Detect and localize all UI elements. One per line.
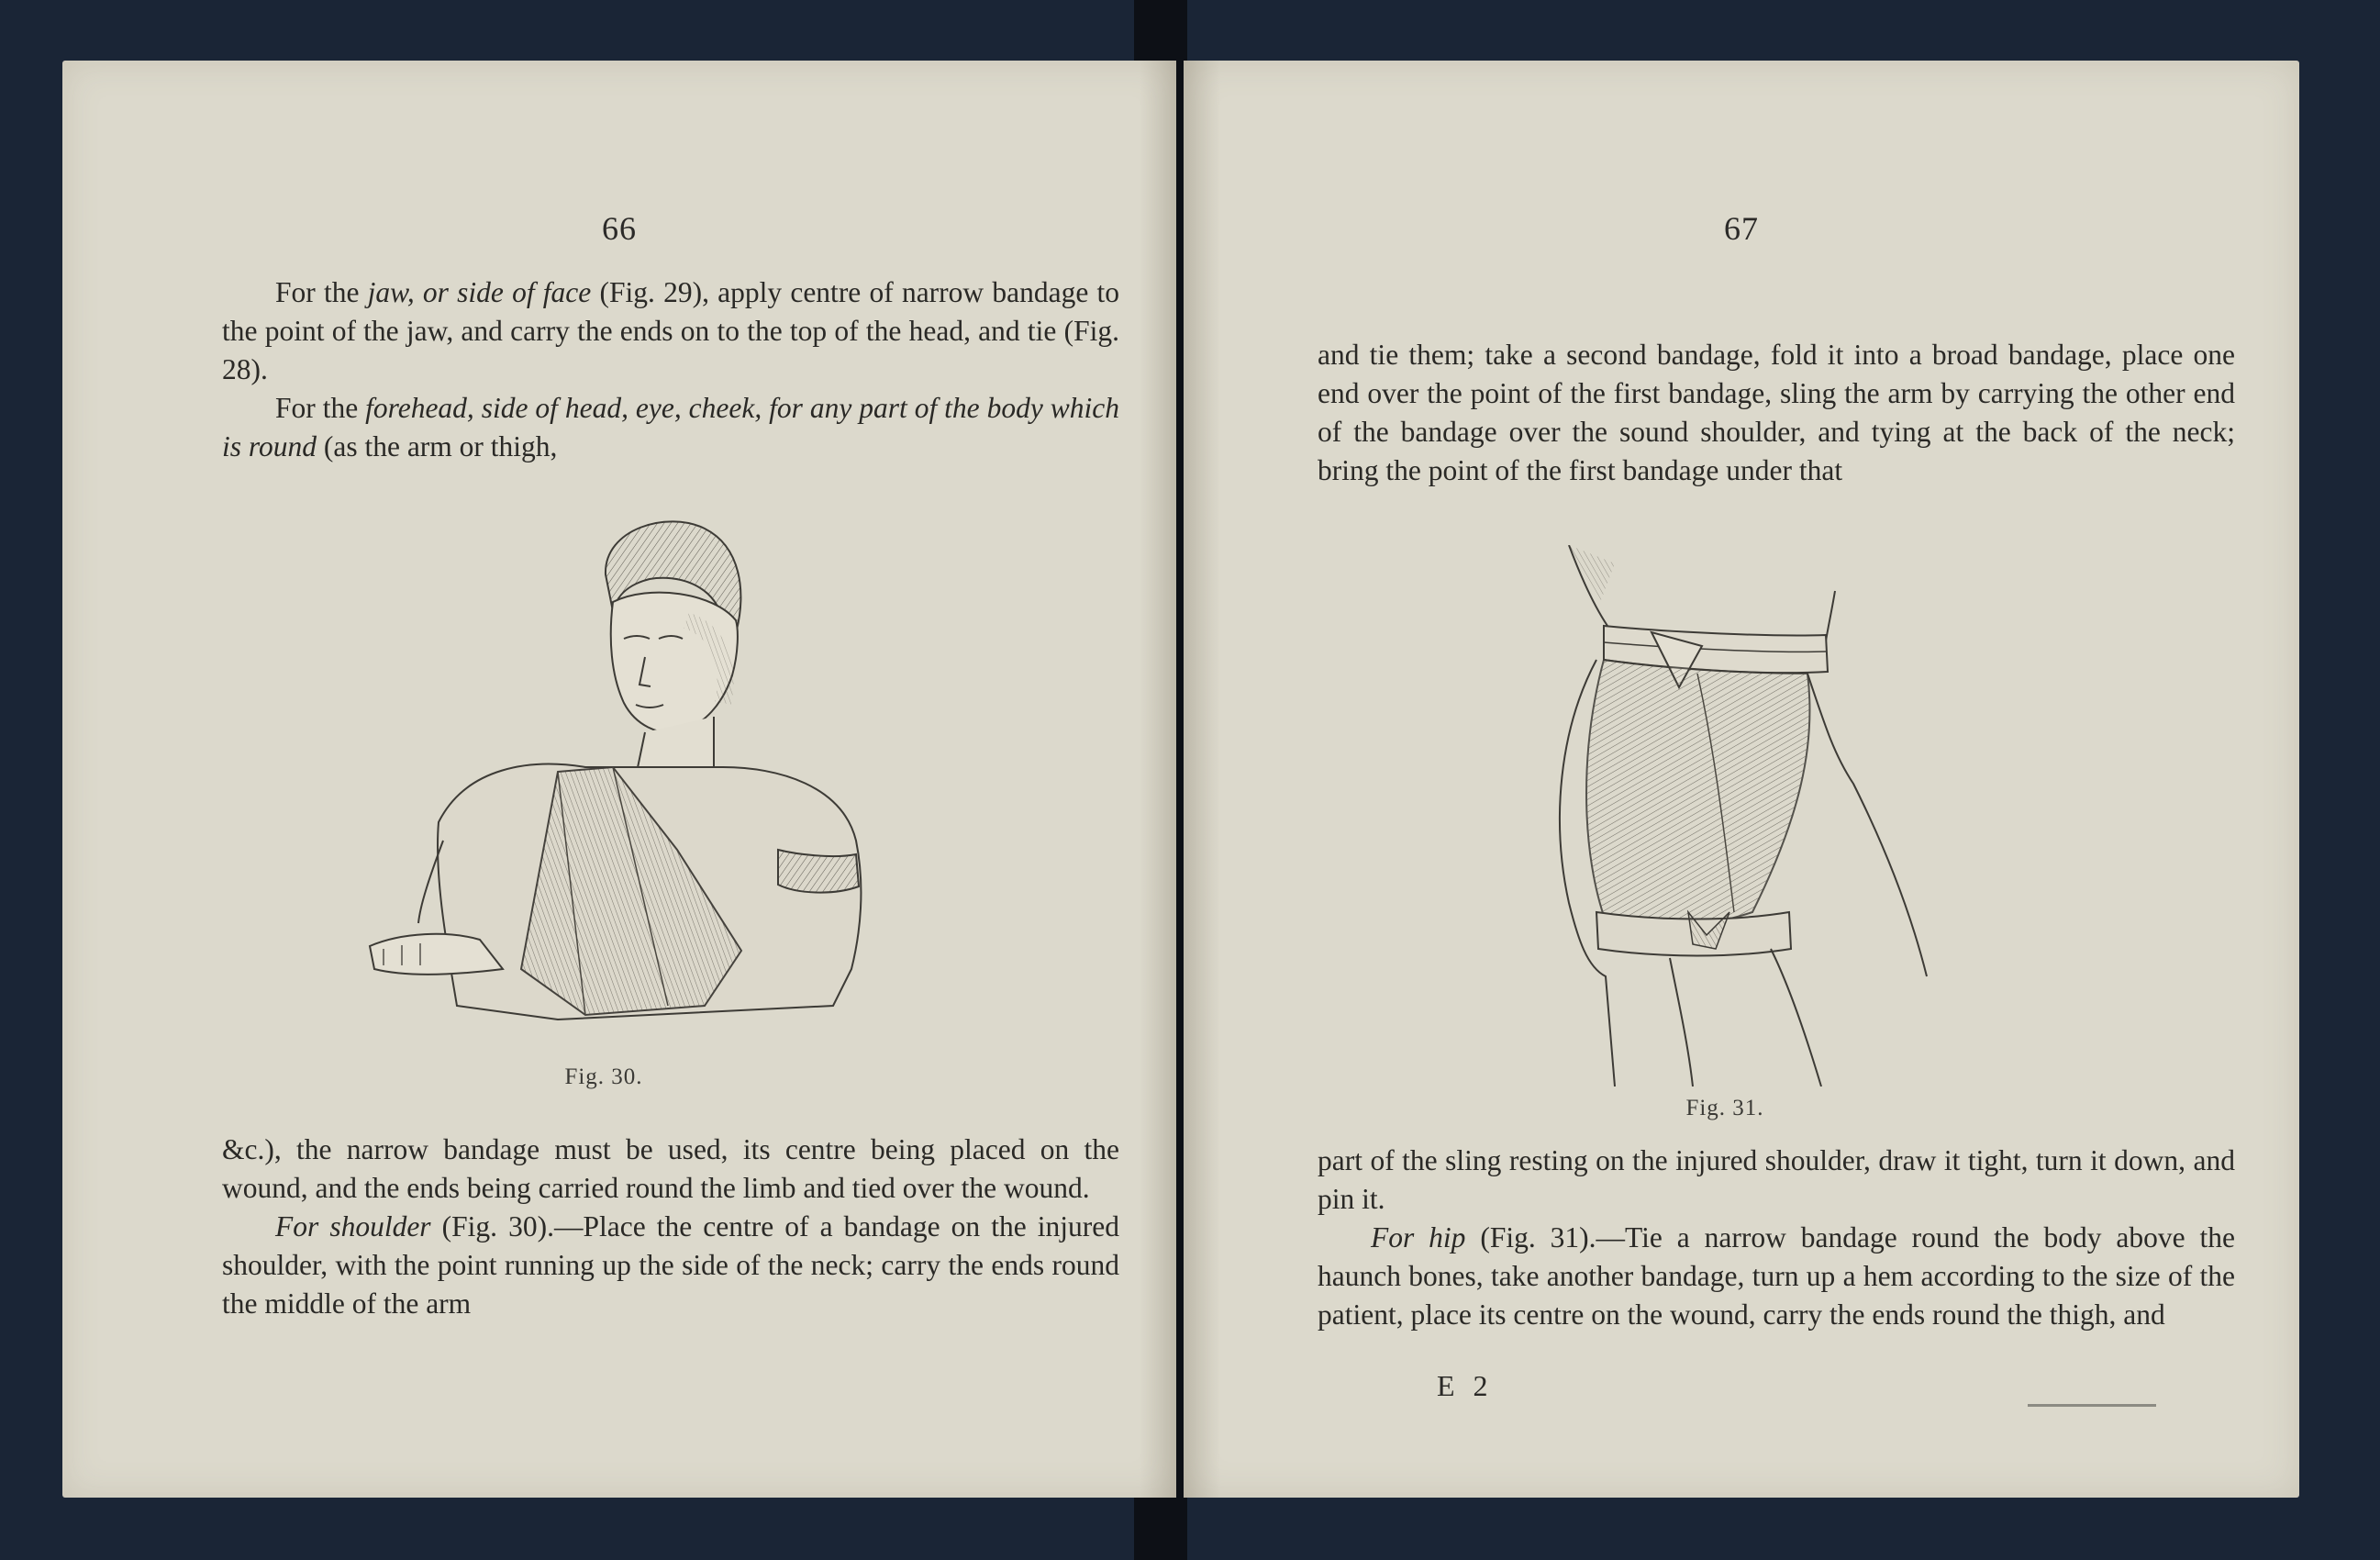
- text-run: and tie them; take a second bandage, fold it into a broad bandage, place one end over the point of the first bandage, sling the arm by carrying the other end of the bandage over the sound shoulder, and tying at the back of the neck; bring the point of the first bandage under that: [1318, 339, 2235, 486]
- spine-shadow: [1184, 61, 1220, 1498]
- text-run: (Fig. 31).—Tie a narrow bandage round the body above the haunch bones, take another bandage, turn up a hem according to the size of the patient, place its centre on the wound, carry the ends round the thigh, and: [1318, 1221, 2235, 1331]
- text-run: &c.), the narrow bandage must be used, its centre being placed on the wound, and the ends being carried round the limb and tied over the wound.: [222, 1133, 1119, 1204]
- right-page: [1184, 61, 2299, 1498]
- text-run: For the: [275, 276, 368, 308]
- text-run: For the: [275, 392, 366, 424]
- figure-31-caption: Fig. 31.: [1685, 1096, 1764, 1120]
- italic-run: For shoulder: [275, 1210, 431, 1242]
- italic-run: forehead, side of head, eye, cheek, for any part of the body which is round: [222, 392, 1119, 462]
- figure-30-caption: Fig. 30.: [564, 1064, 643, 1089]
- figure-31-illustration: [1532, 545, 2009, 1086]
- figure-30-illustration: [283, 492, 870, 1024]
- text-run: (Fig. 30).—Place the centre of a bandage on the injured shoulder, with the point running up the side of the neck; carry the ends round the middle of the arm: [222, 1210, 1119, 1320]
- page-number: 66: [602, 210, 637, 247]
- signature-mark: E 2: [1437, 1369, 1494, 1402]
- text-block-bottom: [222, 1131, 1119, 1323]
- left-page: [62, 61, 1176, 1498]
- text-run: (as the arm or thigh,: [316, 430, 558, 462]
- spine-shadow: [1140, 61, 1176, 1498]
- paragraph-forehead: [222, 389, 1119, 466]
- page-number: 67: [1724, 210, 1759, 247]
- paragraph-shoulder: [222, 1208, 1119, 1323]
- ink-mark: [2028, 1404, 2156, 1407]
- text-block-top: [1318, 336, 2235, 490]
- paragraph-tie-them: [1318, 336, 2235, 490]
- text-block-bottom: [1318, 1142, 2235, 1334]
- text-block-top: [222, 273, 1119, 466]
- paragraph-narrow-bandage: [222, 1131, 1119, 1208]
- text-run: (Fig. 29), apply centre of narrow bandage to the point of the jaw, and carry the ends on to the top of the head, and tie (Fig. 28).: [222, 276, 1120, 385]
- italic-run: For hip: [1371, 1221, 1466, 1254]
- text-run: part of the sling resting on the injured shoulder, draw it tight, turn it down, and pin it.: [1318, 1144, 2235, 1215]
- italic-run: jaw, or side of face: [367, 276, 592, 308]
- paragraph-jaw: [222, 273, 1119, 389]
- paragraph-hip: [1318, 1219, 2235, 1334]
- paragraph-part-of-sling: [1318, 1142, 2235, 1219]
